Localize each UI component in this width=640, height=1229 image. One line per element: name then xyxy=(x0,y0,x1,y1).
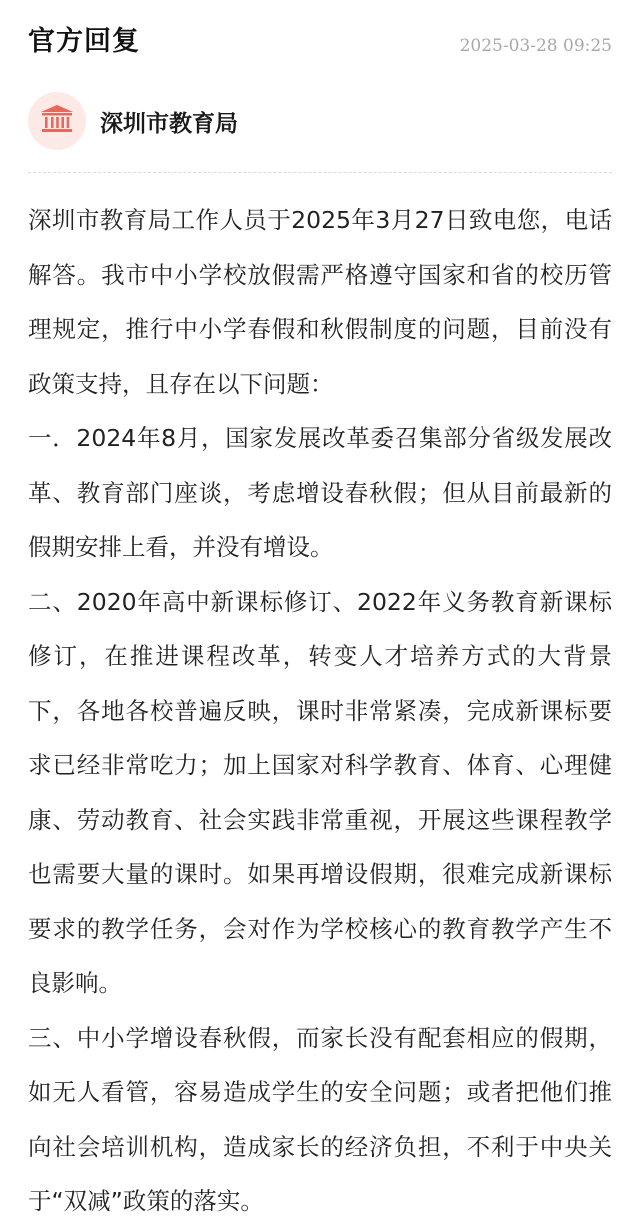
divider xyxy=(28,172,612,173)
reply-timestamp: 2025-03-28 09:25 xyxy=(459,36,612,56)
page-title: 官方回复 xyxy=(28,26,140,57)
reply-paragraph: 二、2020年高中新课标修订、2022年义务教育新课标修订，在推进课程改革，转变人才培养方式的大背景下，各地各校普遍反映，课时非常紧凑，完成新课标要求已经非常吃力；加上国家对科学教育、体育、心理健康、劳动教育、社会实践非常重视，开展这些课程教学也需要大量的课时。如果再增设假期，很难完成新课标要求的教学任务，会对作为学校核心的教育教学产生不良影响。 xyxy=(28,587,612,997)
reply-header xyxy=(28,22,612,66)
reply-paragraph: 三、中小学增设春秋假，而家长没有配套相应的假期，如无人看管，容易造成学生的安全问题；或者把他们推向社会培训机构，造成家长的经济负担，不利于中央关于“双减”政策的落实。 xyxy=(28,1023,612,1215)
government-building-icon xyxy=(40,104,74,138)
reply-content xyxy=(28,193,612,1229)
avatar xyxy=(28,92,86,150)
org-info[interactable] xyxy=(28,92,238,150)
org-name[interactable]: 深圳市教育局 xyxy=(100,110,238,137)
reply-paragraph: 深圳市教育局工作人员于2025年3月27日致电您，电话解答。我市中小学校放假需严格遵守国家和省的校历管理规定，推行中小学春假和秋假制度的问题，目前没有政策支持，且存在以下问题： xyxy=(28,206,612,398)
reply-paragraph: 一．2024年8月，国家发展改革委召集部分省级发展改革、教育部门座谈，考虑增设春秋假；但从目前最新的假期安排上看，并没有增设。 xyxy=(28,424,612,561)
